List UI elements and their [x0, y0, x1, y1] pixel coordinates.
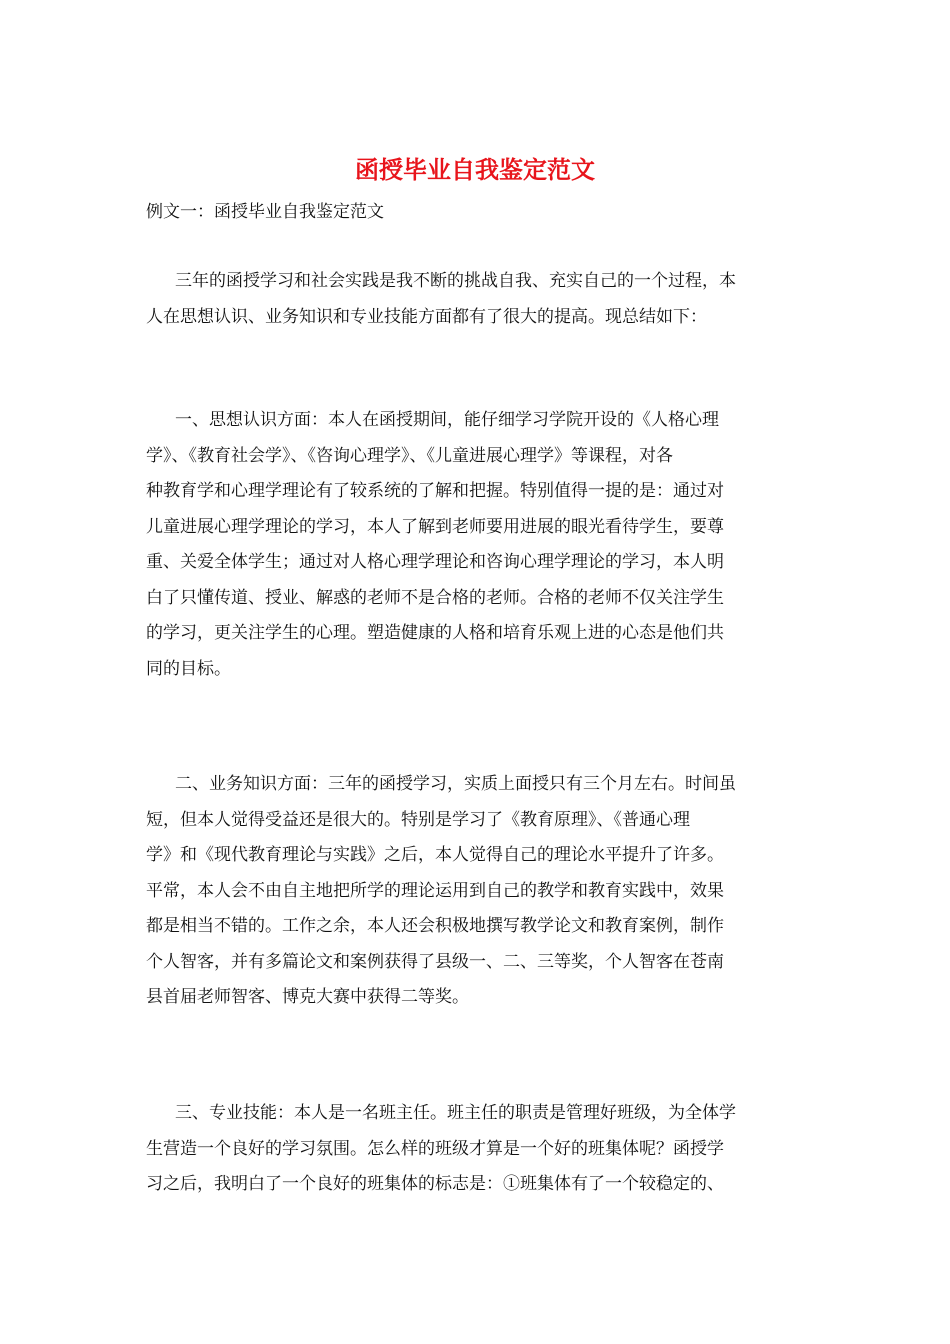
paragraph-line: 重、关爱全体学生；通过对人格心理学理论和咨询心理学理论的学习，本人明 [146, 552, 724, 572]
paragraph-line: 儿童进展心理学理论的学习，本人了解到老师要用进展的眼光看待学生，要尊 [146, 516, 724, 537]
paragraph-line: 学》、《教育社会学》、《咨询心理学》、《儿童进展心理学》等课程，对各 [146, 445, 673, 466]
document-title: 函授毕业自我鉴定范文 [355, 155, 595, 184]
paragraph-thinking [146, 403, 806, 687]
document-subtitle: 例文一：函授毕业自我鉴定范文 [146, 202, 384, 222]
paragraph-line: 白了只懂传道、授业、解惑的老师不是合格的老师。合格的老师不仅关注学生 [146, 587, 724, 608]
paragraph-line: 人在思想认识、业务知识和专业技能方面都有了很大的提高。现总结如下： [146, 306, 707, 327]
paragraph-knowledge [146, 767, 806, 1016]
paragraph-intro [146, 264, 806, 335]
paragraph-line: 短，但本人觉得受益还是很大的。特别是学习了《教育原理》、《普通心理 [146, 809, 690, 830]
paragraph-line: 习之后，我明白了一个良好的班集体的标志是：①班集体有了一个较稳定的、 [146, 1174, 724, 1194]
paragraph-line: 三、专业技能：本人是一名班主任。班主任的职责是管理好班级，为全体学 [175, 1103, 736, 1123]
paragraph-line: 三年的函授学习和社会实践是我不断的挑战自我、充实自己的一个过程，本 [175, 271, 736, 291]
paragraph-line: 同的目标。 [146, 658, 231, 679]
paragraph-line: 种教育学和心理学理论有了较系统的了解和把握。特别值得一提的是：通过对 [146, 481, 724, 501]
paragraph-line: 县首届老师智客、博克大赛中获得二等奖。 [146, 987, 469, 1007]
paragraph-line: 个人智客，并有多篇论文和案例获得了县级一、二、三等奖，个人智客在苍南 [146, 951, 724, 972]
paragraph-line: 学》和《现代教育理论与实践》之后，本人觉得自己的理论水平提升了许多。 [146, 845, 724, 865]
paragraph-skills [146, 1096, 806, 1203]
paragraph-line: 二、业务知识方面：三年的函授学习，实质上面授只有三个月左右。时间虽 [175, 774, 736, 794]
paragraph-line: 平常，本人会不由自主地把所学的理论运用到自己的教学和教育实践中，效果 [146, 880, 724, 901]
paragraph-line: 的学习，更关注学生的心理。塑造健康的人格和培育乐观上进的心态是他们共 [146, 623, 724, 643]
paragraph-line: 都是相当不错的。工作之余，本人还会积极地撰写教学论文和教育案例，制作 [146, 916, 724, 936]
paragraph-line: 一、思想认识方面：本人在函授期间，能仔细学习学院开设的《人格心理 [175, 410, 719, 430]
paragraph-line: 生营造一个良好的学习氛围。怎么样的班级才算是一个好的班集体呢？函授学 [146, 1138, 724, 1159]
